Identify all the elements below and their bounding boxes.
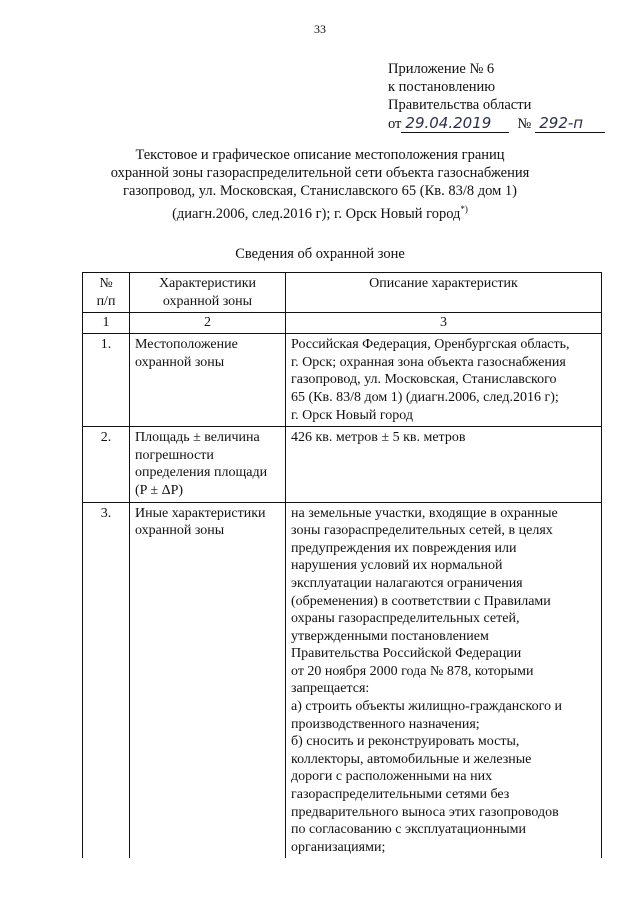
- description-line: зоны газораспределительных сетей, в целях: [291, 523, 553, 539]
- description-line: организациями;: [291, 839, 386, 855]
- description-line: нарушения условий их нормальной: [291, 558, 503, 574]
- description-line: Российская Федерация, Оренбургская область,: [291, 337, 570, 353]
- row-number: 1.: [83, 334, 130, 427]
- row-characteristic: Иные характеристики охранной зоны: [130, 502, 286, 858]
- from-label: от: [388, 116, 402, 132]
- title-line4-text: (диагн.2006, след.2016 г); г. Орск Новый город: [172, 205, 461, 222]
- decree-number: 292-п: [535, 114, 605, 133]
- row-number: 2.: [83, 427, 130, 502]
- number-label: №: [517, 116, 532, 132]
- column-numbering-row: [83, 313, 602, 334]
- description-line: г. Орск; охранная зона объекта газоснабжения: [291, 354, 566, 370]
- appendix-header: [388, 60, 605, 133]
- description-line: коллекторы, автомобильные и железные: [291, 751, 532, 767]
- table-row: [83, 334, 602, 427]
- description-line: газопровод, ул. Московская, Станиславского: [291, 372, 557, 388]
- header-number-line2: п/п: [96, 293, 116, 309]
- header-characteristics-line2: охранной зоны: [162, 293, 253, 309]
- title-line2: охранной зоны газораспределительной сети объекта газоснабжения: [110, 165, 530, 181]
- description-line: 426 кв. метров ± 5 кв. метров: [291, 430, 466, 446]
- description-line: на земельные участки, входящие в охранные: [291, 505, 558, 521]
- description-line: а) строить объекты жилищно-гражданского и: [291, 699, 562, 715]
- appendix-line2: к постановлению: [388, 79, 496, 95]
- description-line: предварительного выноса этих газопроводов: [291, 804, 559, 820]
- title-line4: [110, 200, 530, 223]
- title-line3: газопровод, ул. Московская, Станиславского 65 (Кв. 83/8 дом 1): [123, 183, 517, 199]
- column-number: 2: [130, 313, 286, 334]
- header-characteristics: [130, 273, 286, 313]
- appendix-line3: Правительства области: [388, 97, 532, 113]
- description-line: охраны газораспределительных сетей,: [291, 611, 520, 627]
- description-line: от 20 ноября 2000 года № 878, которыми: [291, 663, 534, 679]
- description-line: б) сносить и реконструировать мосты,: [291, 734, 520, 750]
- table-row: [83, 502, 602, 858]
- row-description: [286, 502, 602, 858]
- description-line: эксплуатации налагаются ограничения: [291, 575, 523, 591]
- page-number: 33: [314, 22, 326, 36]
- row-description: [286, 334, 602, 427]
- description-line: производственного назначения;: [291, 716, 480, 732]
- description-line: 65 (Кв. 83/8 дом 1) (диагн.2006, след.2016 г);: [291, 389, 559, 405]
- row-description: [286, 427, 602, 502]
- protection-zone-table: [82, 272, 602, 858]
- column-number: 3: [286, 313, 602, 334]
- description-line: запрещается:: [291, 681, 370, 697]
- header-number: [83, 273, 130, 313]
- header-description: [286, 273, 602, 313]
- row-characteristic: Площадь ± величина погрешности определения площади (P ± ΔP): [130, 427, 286, 502]
- title-line1: Текстовое и графическое описание местоположения границ: [135, 147, 505, 163]
- decree-reference: [388, 114, 605, 133]
- appendix-line1: Приложение № 6: [388, 61, 495, 77]
- column-number: 1: [83, 313, 130, 334]
- row-number: 3.: [83, 502, 130, 858]
- header-number-line1: №: [99, 276, 113, 291]
- description-line: (обременения) в соответствии с Правилами: [291, 593, 551, 609]
- decree-date: 29.04.2019: [401, 114, 509, 133]
- description-line: утвержденными постановлением: [291, 628, 489, 644]
- table-row: [83, 427, 602, 502]
- description-line: Правительства Российской Федерации: [291, 646, 522, 662]
- description-line: по согласованию с эксплуатационными: [291, 822, 526, 838]
- header-description-text: Описание характеристик: [369, 276, 518, 291]
- document-title: [110, 146, 530, 223]
- description-line: дороги с расположенными на них: [291, 769, 493, 785]
- section-subtitle: Сведения об охранной зоне: [235, 246, 405, 262]
- description-line: газораспределительными сетями без: [291, 787, 510, 803]
- row-characteristic: Местоположение охранной зоны: [130, 334, 286, 427]
- description-line: предупреждения их повреждения или: [291, 540, 517, 556]
- header-characteristics-line1: Характеристики: [158, 276, 257, 291]
- description-line: г. Орск Новый город: [291, 407, 414, 423]
- footnote-mark: *): [460, 204, 468, 214]
- table-header-row: [83, 273, 602, 313]
